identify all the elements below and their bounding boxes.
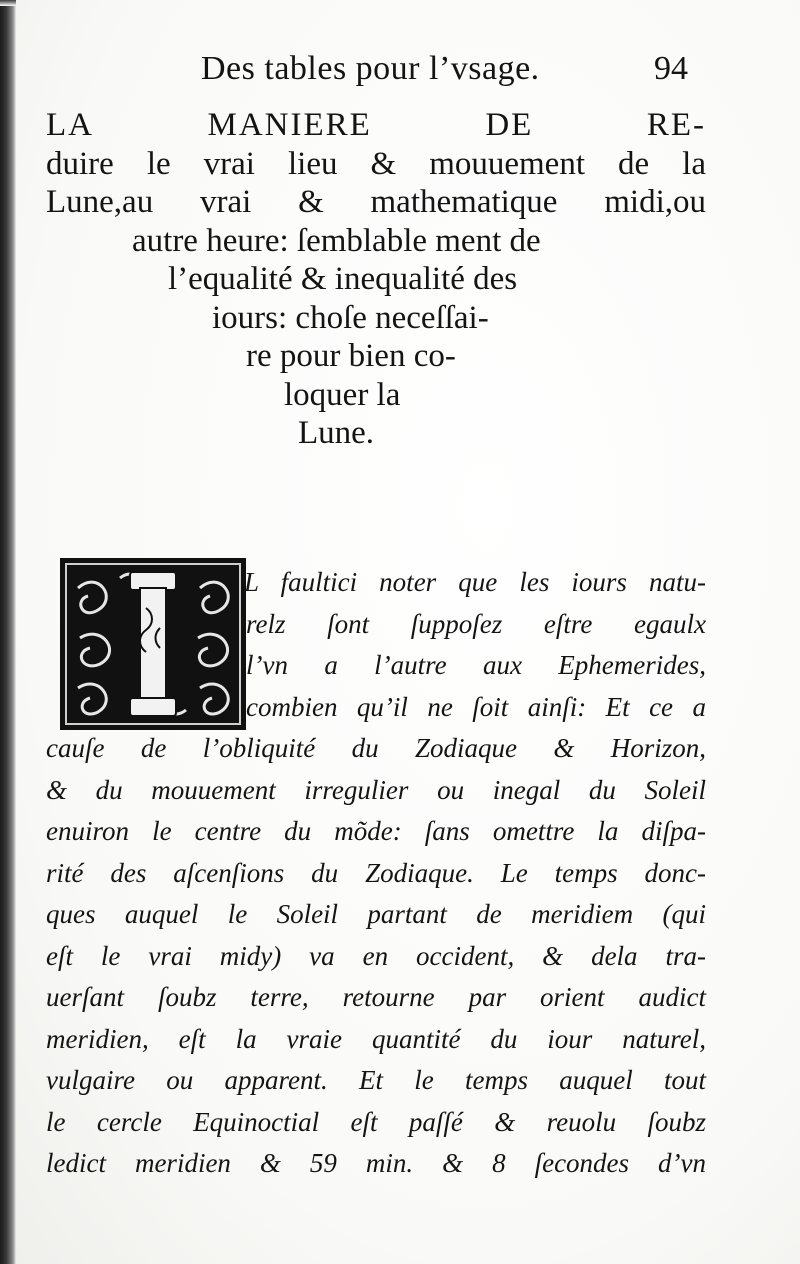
book-page bbox=[16, 0, 800, 1264]
heading-line: Lune,au vrai & mathematique midi,ou bbox=[46, 184, 706, 220]
chapter-heading bbox=[46, 106, 706, 453]
heading-word: DE bbox=[485, 107, 534, 143]
body-line: vulgaire ou apparent. Et le temps auquel tout bbox=[46, 1065, 706, 1095]
body-line: ledict meridien & 59 min. & 8 ſecondes d’vn bbox=[46, 1148, 706, 1178]
heading-line: l’equalité & inequalité des bbox=[168, 261, 518, 297]
heading-line: autre heure: ſemblable ment de bbox=[132, 222, 541, 259]
running-head bbox=[16, 50, 800, 100]
body-line: l’vn a l’autre aux Ephemerides, bbox=[246, 650, 706, 680]
body-text bbox=[46, 562, 706, 1185]
body-line: L faultici noter que les iours natu- bbox=[244, 567, 706, 597]
body-line: enuiron le centre du mõde: ſans omettre la diſpa- bbox=[46, 816, 706, 846]
body-line: rité des aſcenſions du Zodiaque. Le temps donc- bbox=[46, 857, 706, 888]
body-line: combien qu’il ne ſoit ainſi: Et ce a bbox=[246, 691, 706, 722]
heading-word: MANIERE bbox=[207, 107, 372, 143]
scan-edge-left bbox=[0, 0, 16, 1264]
running-head-title: Des tables pour l’vsage. bbox=[201, 50, 540, 87]
body-line: eſt le vrai midy) va en occident, & dela tra- bbox=[46, 940, 706, 971]
body-line: meridien, eſt la vraie quantité du iour naturel, bbox=[46, 1023, 706, 1054]
heading-line: re pour bien co- bbox=[246, 338, 456, 374]
body-line: cauſe de l’obliquité du Zodiaque & Horizon, bbox=[46, 733, 706, 763]
body-line: & du mouuement irregulier ou inegal du Soleil bbox=[46, 774, 706, 805]
heading-line: iours: choſe neceſſai- bbox=[212, 299, 489, 336]
page-number: 94 bbox=[654, 50, 688, 87]
body-line: relz ſont ſuppoſez eſtre egaulx bbox=[246, 608, 706, 639]
heading-line: loquer la bbox=[284, 376, 401, 413]
heading-word: RE- bbox=[646, 107, 706, 143]
heading-line bbox=[46, 106, 706, 145]
heading-word: LA bbox=[46, 107, 94, 143]
body-line: ques auquel le Soleil partant de meridiem (qui bbox=[46, 899, 706, 929]
body-line: le cercle Equinoctial eſt paſſé & reuolu ſoubz bbox=[46, 1106, 706, 1137]
heading-line: duire le vrai lieu & mouuement de la bbox=[46, 145, 706, 182]
body-line: uerſant ſoubz terre, retourne par orient audict bbox=[46, 982, 706, 1012]
heading-line: Lune. bbox=[298, 415, 375, 451]
